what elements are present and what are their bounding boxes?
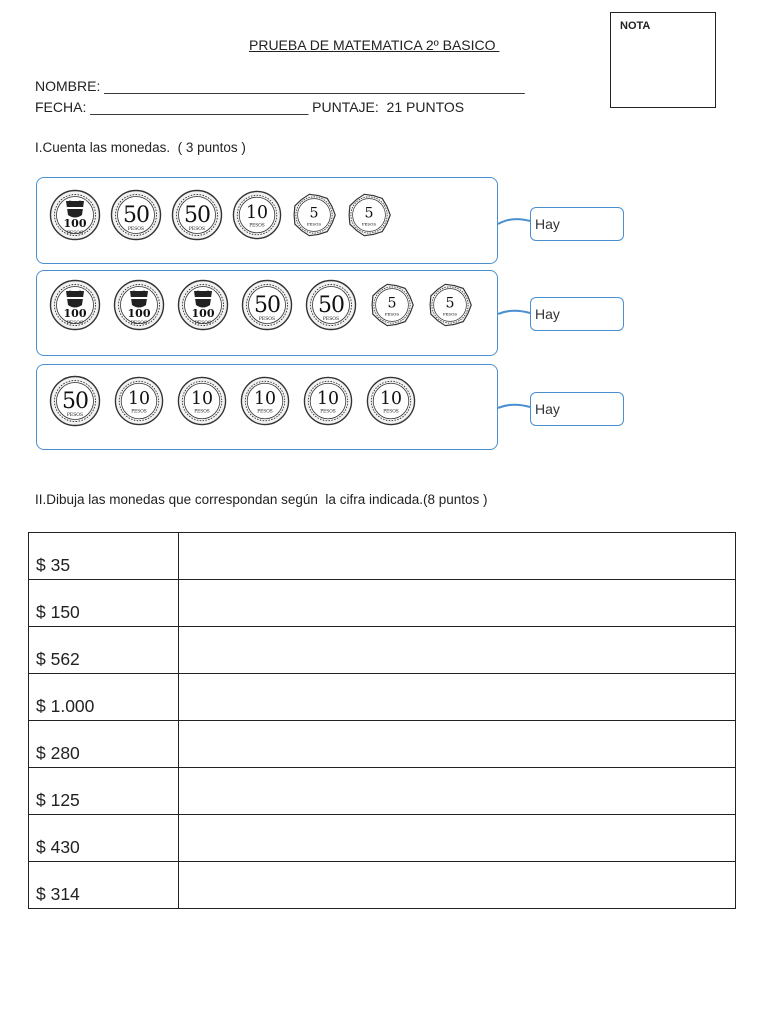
coin-list bbox=[49, 279, 473, 331]
svg-text:PESOS: PESOS bbox=[127, 227, 145, 232]
svg-text:10: 10 bbox=[190, 388, 214, 409]
table-row bbox=[29, 627, 736, 674]
coin-50 bbox=[171, 189, 223, 241]
svg-text:5: 5 bbox=[364, 205, 374, 222]
table-row bbox=[29, 815, 736, 862]
table-row bbox=[29, 674, 736, 721]
drawing-cell[interactable] bbox=[179, 580, 736, 627]
svg-text:PESOS: PESOS bbox=[131, 409, 147, 415]
drawing-cell[interactable] bbox=[179, 768, 736, 815]
svg-text:5: 5 bbox=[309, 205, 319, 222]
svg-text:PESOS: PESOS bbox=[383, 409, 399, 415]
coin-list bbox=[49, 375, 416, 427]
svg-text:10: 10 bbox=[379, 388, 403, 409]
drawing-cell[interactable] bbox=[179, 862, 736, 909]
svg-text:PESOS: PESOS bbox=[257, 409, 273, 415]
coin-5 bbox=[346, 192, 392, 238]
svg-text:PESOS: PESOS bbox=[320, 409, 336, 415]
coin-row-panel bbox=[36, 270, 498, 356]
connector-line bbox=[498, 302, 532, 322]
coin-row-panel bbox=[36, 364, 498, 450]
coin-5 bbox=[369, 282, 415, 328]
svg-text:10: 10 bbox=[127, 388, 151, 409]
svg-text:50: 50 bbox=[184, 203, 210, 228]
drawing-cell[interactable] bbox=[179, 627, 736, 674]
date-score-line: FECHA: ____________________________ PUNTAJE: 21 PUNTOS bbox=[35, 99, 465, 115]
amount-cell: $ 150 bbox=[29, 580, 179, 627]
svg-text:5: 5 bbox=[387, 295, 397, 312]
coin-100 bbox=[49, 189, 101, 241]
grade-label: NOTA bbox=[620, 20, 651, 32]
coin-10 bbox=[114, 376, 164, 426]
coin-50 bbox=[241, 279, 293, 331]
answer-box[interactable] bbox=[530, 297, 624, 331]
svg-text:PESOS: PESOS bbox=[66, 231, 84, 236]
svg-text:10: 10 bbox=[316, 388, 340, 409]
svg-text:PESOS: PESOS bbox=[66, 321, 84, 326]
amount-cell: $ 430 bbox=[29, 815, 179, 862]
svg-text:PESOS: PESOS bbox=[322, 317, 340, 322]
amount-cell: $ 280 bbox=[29, 721, 179, 768]
answer-label: Hay bbox=[535, 401, 560, 417]
page-title: PRUEBA DE MATEMATICA 2º BASICO bbox=[249, 37, 500, 53]
svg-text:5: 5 bbox=[445, 295, 455, 312]
coin-5 bbox=[291, 192, 337, 238]
svg-text:100: 100 bbox=[191, 307, 215, 320]
amount-cell: $ 1.000 bbox=[29, 674, 179, 721]
coin-10 bbox=[303, 376, 353, 426]
answer-box[interactable] bbox=[530, 392, 624, 426]
svg-text:PESOS: PESOS bbox=[194, 409, 210, 415]
table-row bbox=[29, 580, 736, 627]
svg-text:100: 100 bbox=[63, 307, 87, 320]
svg-text:50: 50 bbox=[318, 293, 344, 318]
coin-100 bbox=[49, 279, 101, 331]
section-2-instruction: II.Dibuja las monedas que correspondan según la cifra indicada.(8 puntos ) bbox=[35, 492, 488, 507]
answer-label: Hay bbox=[535, 216, 560, 232]
amount-cell: $ 35 bbox=[29, 533, 179, 580]
svg-text:PESOS: PESOS bbox=[66, 413, 84, 418]
coin-100 bbox=[113, 279, 165, 331]
connector-line bbox=[498, 396, 532, 416]
table-row bbox=[29, 721, 736, 768]
drawing-cell[interactable] bbox=[179, 533, 736, 580]
svg-text:PESOS: PESOS bbox=[258, 317, 276, 322]
coin-50 bbox=[110, 189, 162, 241]
coin-10 bbox=[232, 190, 282, 240]
connector-line bbox=[498, 210, 532, 230]
drawing-cell[interactable] bbox=[179, 721, 736, 768]
amount-cell: $ 125 bbox=[29, 768, 179, 815]
coin-row-panel bbox=[36, 177, 498, 264]
answer-box[interactable] bbox=[530, 207, 624, 241]
coin-10 bbox=[366, 376, 416, 426]
coin-50 bbox=[305, 279, 357, 331]
amount-cell: $ 314 bbox=[29, 862, 179, 909]
svg-text:PESOS: PESOS bbox=[249, 223, 265, 229]
svg-text:50: 50 bbox=[62, 389, 88, 414]
table-row bbox=[29, 768, 736, 815]
svg-text:PESOS: PESOS bbox=[384, 311, 400, 317]
coin-50 bbox=[49, 375, 101, 427]
svg-text:PESOS: PESOS bbox=[442, 311, 458, 317]
coin-5 bbox=[427, 282, 473, 328]
svg-text:50: 50 bbox=[123, 203, 149, 228]
grade-box bbox=[610, 12, 716, 108]
name-line: NOMBRE: ______________________________________________________ bbox=[35, 78, 525, 94]
svg-text:PESOS: PESOS bbox=[188, 227, 206, 232]
svg-text:PESOS: PESOS bbox=[130, 321, 148, 326]
svg-text:10: 10 bbox=[245, 202, 269, 223]
answer-label: Hay bbox=[535, 306, 560, 322]
section-1-instruction: I.Cuenta las monedas. ( 3 puntos ) bbox=[35, 140, 246, 155]
coin-list bbox=[49, 189, 392, 241]
svg-text:100: 100 bbox=[63, 217, 87, 230]
coin-10 bbox=[177, 376, 227, 426]
coin-100 bbox=[177, 279, 229, 331]
drawing-cell[interactable] bbox=[179, 815, 736, 862]
table-row bbox=[29, 862, 736, 909]
table-row bbox=[29, 533, 736, 580]
svg-text:10: 10 bbox=[253, 388, 277, 409]
amount-table bbox=[28, 532, 736, 909]
svg-text:PESOS: PESOS bbox=[194, 321, 212, 326]
coin-10 bbox=[240, 376, 290, 426]
drawing-cell[interactable] bbox=[179, 674, 736, 721]
svg-text:PESOS: PESOS bbox=[306, 221, 322, 227]
amount-cell: $ 562 bbox=[29, 627, 179, 674]
svg-text:100: 100 bbox=[127, 307, 151, 320]
svg-text:50: 50 bbox=[254, 293, 280, 318]
svg-text:PESOS: PESOS bbox=[361, 221, 377, 227]
